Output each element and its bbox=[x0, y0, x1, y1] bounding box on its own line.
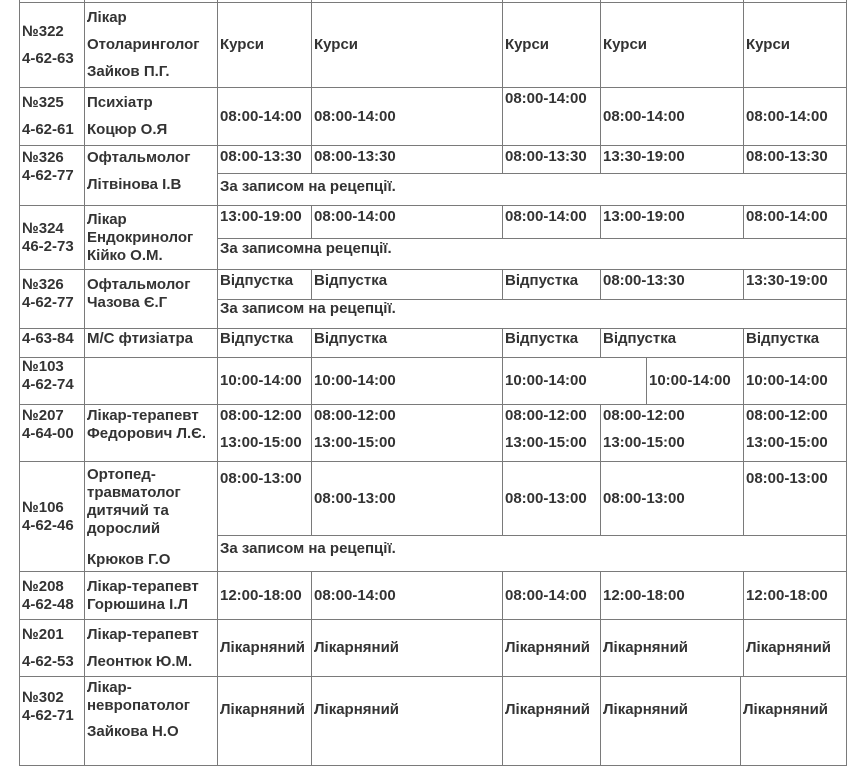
day-cell-tue bbox=[311, 676, 503, 766]
hours: 08:00-13:00 bbox=[746, 470, 828, 487]
day-cell-tue bbox=[311, 328, 503, 358]
hours: Відпустка bbox=[505, 330, 579, 347]
day-cell-fri bbox=[743, 619, 847, 677]
note-text: За записом на рецепції. bbox=[220, 540, 396, 557]
day-cell-tue bbox=[311, 2, 503, 88]
room-number: №103 bbox=[22, 358, 64, 375]
hours: Курси bbox=[603, 36, 648, 53]
doctor-name: Літвінова І.В bbox=[87, 176, 182, 193]
hours: 08:00-13:00 bbox=[220, 470, 302, 487]
room-phone-cell bbox=[19, 404, 85, 462]
hours: 13:00-15:00 bbox=[505, 434, 587, 451]
hours: 08:00-13:30 bbox=[220, 148, 302, 165]
day-cell-mon bbox=[217, 205, 312, 239]
hours: 10:00-14:00 bbox=[505, 372, 587, 389]
day-cell-mon bbox=[217, 328, 312, 358]
room-number: №324 bbox=[22, 219, 64, 237]
room-number: №322 bbox=[22, 22, 64, 40]
doctor-name: Кійко О.М. bbox=[87, 246, 163, 264]
hours: Відпустка bbox=[220, 272, 294, 289]
specialty: Офтальмолог bbox=[87, 276, 191, 293]
hours: 12:00-18:00 bbox=[603, 586, 685, 604]
hours: Відпустка bbox=[603, 330, 677, 347]
day-cell-wed bbox=[502, 328, 601, 358]
day-cell-thu bbox=[600, 87, 744, 146]
hours: 13:00-15:00 bbox=[220, 434, 302, 451]
day-cell-wed bbox=[502, 404, 601, 462]
day-cell-tue bbox=[311, 145, 503, 174]
hours: 10:00-14:00 bbox=[220, 372, 302, 389]
day-cell-tue bbox=[311, 619, 503, 677]
day-cell-fri bbox=[743, 571, 847, 620]
room-phone-cell bbox=[19, 676, 85, 766]
phone-number: 46-2-73 bbox=[22, 237, 74, 255]
room-number: №326 bbox=[22, 276, 64, 293]
hours: Лікарняний bbox=[220, 701, 306, 718]
hours: 08:00-13:30 bbox=[603, 272, 685, 289]
hours: 13:00-15:00 bbox=[746, 434, 828, 451]
doctor-cell bbox=[84, 2, 218, 88]
hours: Лікарняний bbox=[743, 701, 829, 718]
doctor-name: Зайкова Н.О bbox=[87, 723, 179, 740]
doctor-name: Горюшина І.Л bbox=[87, 595, 189, 613]
hours: 13:00-19:00 bbox=[603, 208, 685, 225]
hours: 13:30-19:00 bbox=[746, 272, 828, 289]
appointment-note bbox=[217, 238, 847, 270]
doctor-cell bbox=[84, 205, 218, 270]
specialty: дитячий та bbox=[87, 502, 169, 519]
room-number: №302 bbox=[22, 689, 64, 706]
hours: Лікарняний bbox=[505, 701, 591, 718]
hours: 10:00-14:00 bbox=[746, 372, 828, 389]
room-phone-cell bbox=[19, 328, 85, 358]
hours: 08:00-12:00 bbox=[505, 407, 587, 424]
day-cell-thu bbox=[600, 404, 744, 462]
hours: 08:00-14:00 bbox=[220, 107, 302, 125]
hours: 12:00-18:00 bbox=[220, 586, 302, 604]
appointment-note bbox=[217, 173, 847, 206]
hours: 08:00-13:30 bbox=[314, 148, 396, 165]
day-cell-tue bbox=[311, 269, 503, 300]
hours: 08:00-13:00 bbox=[603, 489, 685, 507]
room-phone-cell bbox=[19, 461, 85, 572]
day-cell-thu bbox=[600, 269, 744, 300]
day-cell-wed bbox=[502, 2, 601, 88]
day-cell-thu bbox=[600, 571, 744, 620]
day-cell-thu bbox=[600, 2, 744, 88]
hours: 08:00-12:00 bbox=[603, 407, 685, 424]
hours: 08:00-14:00 bbox=[505, 208, 587, 225]
hours: Лікарняний bbox=[220, 639, 306, 656]
hours: Лікарняний bbox=[314, 701, 400, 718]
doctor-cell bbox=[84, 676, 218, 766]
day-cell-fri bbox=[743, 357, 847, 405]
hours: 08:00-14:00 bbox=[505, 90, 587, 107]
hours: 10:00-14:00 bbox=[649, 372, 731, 389]
day-cell-fri bbox=[740, 676, 847, 766]
room-number: №207 bbox=[22, 407, 64, 424]
doctor-cell bbox=[84, 357, 218, 405]
phone-number: 4-62-74 bbox=[22, 376, 74, 393]
specialty: невропатолог bbox=[87, 697, 191, 714]
day-cell-tue bbox=[311, 404, 503, 462]
doctor-name: Крюков Г.О bbox=[87, 551, 171, 568]
specialty: Лікар bbox=[87, 210, 127, 228]
hours: 08:00-14:00 bbox=[746, 208, 828, 225]
day-cell-tue bbox=[311, 461, 503, 536]
day-cell-fri bbox=[743, 145, 847, 174]
doctor-cell bbox=[84, 461, 218, 572]
doctor-name: Чазова Є.Г bbox=[87, 294, 168, 311]
day-cell-wed bbox=[502, 571, 601, 620]
hours: Лікарняний bbox=[505, 639, 591, 656]
day-cell-mon bbox=[217, 357, 312, 405]
specialty: Ортопед- bbox=[87, 466, 156, 483]
day-cell-mon bbox=[217, 269, 312, 300]
hours: 13:30-19:00 bbox=[603, 148, 685, 165]
phone-number: 4-63-84 bbox=[22, 330, 74, 347]
phone-number: 4-62-46 bbox=[22, 516, 74, 534]
day-cell-wed bbox=[502, 461, 601, 536]
hours: Лікарняний bbox=[314, 639, 400, 656]
day-cell-thu bbox=[600, 205, 744, 239]
hours: Курси bbox=[746, 36, 791, 53]
phone-number: 4-62-77 bbox=[22, 294, 74, 311]
room-phone-cell bbox=[19, 619, 85, 677]
specialty: Лікар-терапевт bbox=[87, 407, 199, 424]
phone-number: 4-62-77 bbox=[22, 167, 74, 184]
hours: 13:00-19:00 bbox=[220, 208, 302, 225]
doctor-name: Федорович Л.Є. bbox=[87, 425, 207, 442]
room-phone-cell bbox=[19, 357, 85, 405]
hours: Лікарняний bbox=[603, 701, 689, 718]
day-cell-mon bbox=[217, 87, 312, 146]
hours: Курси bbox=[220, 36, 265, 53]
day-cell-fri bbox=[743, 87, 847, 146]
specialty: Лікар- bbox=[87, 679, 132, 696]
note-text: За записом на рецепції. bbox=[220, 178, 396, 195]
hours: Лікарняний bbox=[746, 639, 832, 656]
phone-number: 4-62-71 bbox=[22, 707, 74, 724]
specialty: дорослий bbox=[87, 520, 161, 537]
day-cell-mon bbox=[217, 2, 312, 88]
hours: 12:00-18:00 bbox=[746, 586, 828, 604]
hours: 08:00-13:00 bbox=[314, 489, 396, 507]
doctor-cell bbox=[84, 87, 218, 146]
day-cell-fri bbox=[743, 404, 847, 462]
phone-number: 4-62-53 bbox=[22, 652, 74, 670]
day-cell-tue bbox=[311, 205, 503, 239]
doctor-cell bbox=[84, 404, 218, 462]
day-cell-mon bbox=[217, 676, 312, 766]
appointment-note bbox=[217, 299, 847, 329]
room-number: №201 bbox=[22, 625, 64, 643]
doctor-cell bbox=[84, 571, 218, 620]
specialty: М/С фтизіатра bbox=[87, 330, 193, 347]
day-cell-mon bbox=[217, 619, 312, 677]
hours: 08:00-14:00 bbox=[314, 107, 396, 125]
room-phone-cell bbox=[19, 145, 85, 206]
hours: 08:00-12:00 bbox=[220, 407, 302, 424]
hours: Лікарняний bbox=[603, 639, 689, 656]
day-cell-mon bbox=[217, 145, 312, 174]
hours: Відпустка bbox=[314, 272, 388, 289]
day-cell-tue bbox=[311, 571, 503, 620]
day-cell-wed bbox=[502, 357, 647, 405]
doctor-cell bbox=[84, 619, 218, 677]
hours: 08:00-14:00 bbox=[746, 107, 828, 125]
hours: 08:00-13:30 bbox=[505, 148, 587, 165]
room-phone-cell bbox=[19, 2, 85, 88]
specialty: Ендокринолог bbox=[87, 228, 194, 246]
day-cell-tue bbox=[311, 357, 503, 405]
day-cell-wed bbox=[502, 269, 601, 300]
day-cell-mon bbox=[217, 461, 312, 536]
specialty: Отоларинголог bbox=[87, 36, 200, 53]
hours: 08:00-14:00 bbox=[505, 586, 587, 604]
day-cell-thu bbox=[600, 461, 744, 536]
day-cell-wed bbox=[502, 205, 601, 239]
hours: Відпустка bbox=[220, 330, 294, 347]
day-cell-mon bbox=[217, 571, 312, 620]
hours: Курси bbox=[505, 36, 550, 53]
doctor-name: Коцюр О.Я bbox=[87, 121, 168, 138]
day-cell-fri bbox=[743, 328, 847, 358]
hours: 13:00-15:00 bbox=[314, 434, 396, 451]
specialty: Лікар bbox=[87, 9, 127, 26]
doctor-name: Зайков П.Г. bbox=[87, 63, 170, 80]
room-phone-cell bbox=[19, 205, 85, 270]
day-cell-fri bbox=[743, 2, 847, 88]
hours: 13:00-15:00 bbox=[603, 434, 685, 451]
note-text: За записомна рецепції. bbox=[220, 240, 392, 257]
hours: 08:00-14:00 bbox=[314, 586, 396, 604]
note-text: За записом на рецепції. bbox=[220, 300, 396, 317]
specialty: травматолог bbox=[87, 484, 181, 501]
day-cell-mon bbox=[217, 404, 312, 462]
day-cell-fri bbox=[743, 269, 847, 300]
hours: 08:00-14:00 bbox=[314, 208, 396, 225]
specialty: Офтальмолог bbox=[87, 149, 191, 166]
day-cell-wed bbox=[502, 676, 601, 766]
hours: Відпустка bbox=[505, 272, 579, 289]
room-phone-cell bbox=[19, 269, 85, 329]
day-cell-wed bbox=[502, 145, 601, 174]
doctor-cell bbox=[84, 269, 218, 329]
day-cell-wed bbox=[502, 87, 601, 146]
hours: Курси bbox=[314, 36, 359, 53]
phone-number: 4-62-61 bbox=[22, 121, 74, 138]
phone-number: 4-64-00 bbox=[22, 425, 74, 442]
phone-number: 4-62-63 bbox=[22, 49, 74, 67]
room-number: №326 bbox=[22, 149, 64, 166]
phone-number: 4-62-48 bbox=[22, 595, 74, 613]
day-cell-thu bbox=[600, 145, 744, 174]
doctor-cell bbox=[84, 328, 218, 358]
hours: 08:00-13:30 bbox=[746, 148, 828, 165]
day-cell-thu bbox=[600, 676, 741, 766]
hours: Відпустка bbox=[746, 330, 820, 347]
room-number: №325 bbox=[22, 94, 64, 111]
day-cell-wed bbox=[502, 619, 601, 677]
day-cell-fri bbox=[743, 205, 847, 239]
hours: 08:00-13:00 bbox=[505, 489, 587, 507]
doctor-cell bbox=[84, 145, 218, 206]
day-cell-thu bbox=[600, 328, 744, 358]
doctor-name: Леонтюк Ю.М. bbox=[87, 652, 193, 670]
hours: 08:00-12:00 bbox=[746, 407, 828, 424]
room-number: №208 bbox=[22, 577, 64, 595]
specialty: Психіатр bbox=[87, 94, 153, 111]
day-cell-tue bbox=[311, 87, 503, 146]
hours: 10:00-14:00 bbox=[314, 372, 396, 389]
hours: 08:00-14:00 bbox=[603, 107, 685, 125]
room-phone-cell bbox=[19, 87, 85, 146]
hours: Відпустка bbox=[314, 330, 388, 347]
day-cell-fri bbox=[743, 461, 847, 536]
day-cell-thu bbox=[600, 619, 744, 677]
appointment-note bbox=[217, 535, 847, 572]
specialty: Лікар-терапевт bbox=[87, 625, 199, 643]
room-number: №106 bbox=[22, 498, 64, 516]
specialty: Лікар-терапевт bbox=[87, 577, 199, 595]
hours: 08:00-12:00 bbox=[314, 407, 396, 424]
day-cell-thu bbox=[646, 357, 744, 405]
room-phone-cell bbox=[19, 571, 85, 620]
